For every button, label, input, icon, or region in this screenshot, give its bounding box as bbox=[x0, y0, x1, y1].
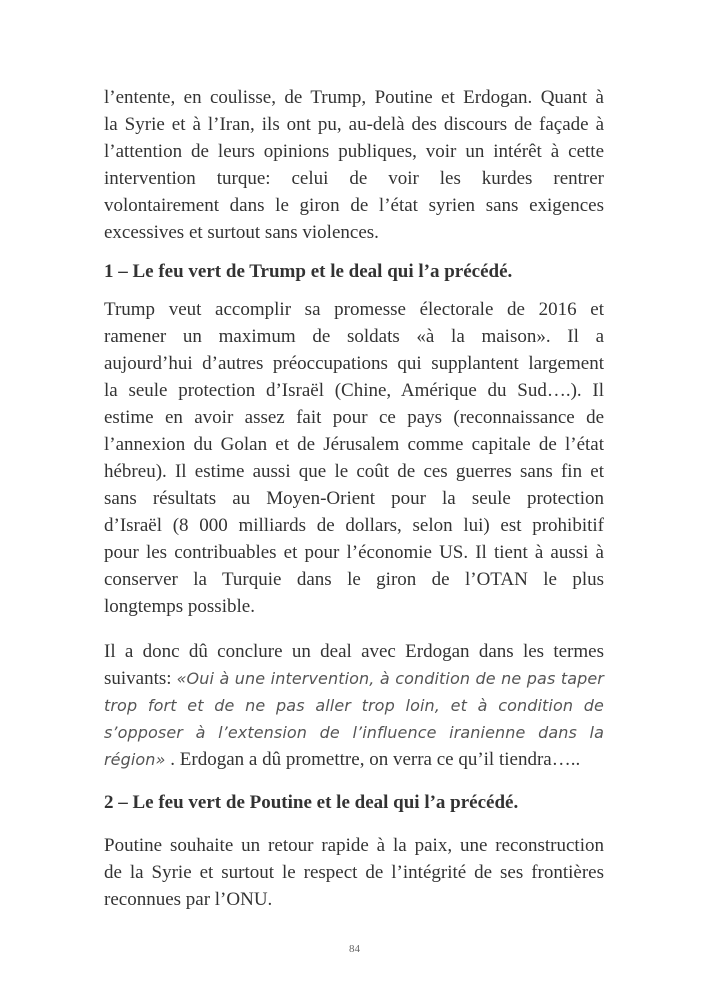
text-line: hébreu). Il estime aussi que le coût de ces guerres sans fin et bbox=[104, 461, 604, 482]
text-line: intervention turque: celui de voir les kurdes rentrer bbox=[104, 168, 604, 189]
text-line: la seule protection d’Israël (Chine, Amérique du Sud….). Il bbox=[104, 380, 604, 401]
page-number: 84 bbox=[349, 943, 360, 955]
text-line: l’annexion du Golan et de Jérusalem comme capitale de l’état bbox=[104, 434, 604, 455]
text-line: sans résultats au Moyen-Orient pour la seule protection bbox=[104, 488, 604, 509]
text-line: Poutine souhaite un retour rapide à la paix, une reconstruction bbox=[104, 835, 604, 856]
text-line: l’attention de leurs opinions publiques, voir un intérêt à cette bbox=[104, 141, 604, 162]
text-line: ramener un maximum de soldats «à la maison». Il a bbox=[104, 326, 604, 347]
quote-text: «Oui à une intervention, à condition de ne pas taper bbox=[176, 669, 604, 688]
text-line: Trump veut accomplir sa promesse électorale de 2016 et bbox=[104, 299, 604, 320]
text-line: la Syrie et à l’Iran, ils ont pu, au-delà des discours de façade à bbox=[104, 114, 604, 135]
text-line bbox=[104, 746, 604, 773]
text-segment: suivants: bbox=[104, 668, 177, 689]
quote-line: s’opposer à l’extension de l’influence iranienne dans la bbox=[104, 723, 604, 742]
text-line bbox=[104, 665, 604, 692]
quote-text: région» bbox=[104, 750, 166, 769]
text-line: estime en avoir assez fait pour ce pays (reconnaissance de bbox=[104, 407, 604, 428]
text-line: aujourd’hui d’autres préoccupations qui supplantent largement bbox=[104, 353, 604, 374]
text-line: volontairement dans le giron de l’état syrien sans exigences bbox=[104, 195, 604, 216]
section-heading-1: 1 – Le feu vert de Trump et le deal qui l’a précédé. bbox=[104, 261, 513, 282]
text-line: excessives et surtout sans violences. bbox=[104, 222, 379, 243]
text-line: pour les contribuables et pour l’économie US. Il tient à aussi à bbox=[104, 542, 604, 563]
text-line: conserver la Turquie dans le giron de l’OTAN le plus bbox=[104, 569, 604, 590]
quote-line: trop fort et de ne pas aller trop loin, et à condition de bbox=[104, 696, 604, 715]
text-line: Il a donc dû conclure un deal avec Erdogan dans les termes bbox=[104, 641, 604, 662]
text-line: reconnues par l’ONU. bbox=[104, 889, 273, 910]
text-line: longtemps possible. bbox=[104, 596, 255, 617]
section-heading-2: 2 – Le feu vert de Poutine et le deal qui l’a précédé. bbox=[104, 792, 519, 813]
text-segment: . Erdogan a dû promettre, on verra ce qu’il tiendra….. bbox=[165, 749, 581, 770]
text-line: l’entente, en coulisse, de Trump, Poutine et Erdogan. Quant à bbox=[104, 87, 604, 108]
text-line: de la Syrie et surtout le respect de l’intégrité de ses frontières bbox=[104, 862, 604, 883]
text-line: d’Israël (8 000 milliards de dollars, selon lui) est prohibitif bbox=[104, 515, 604, 536]
